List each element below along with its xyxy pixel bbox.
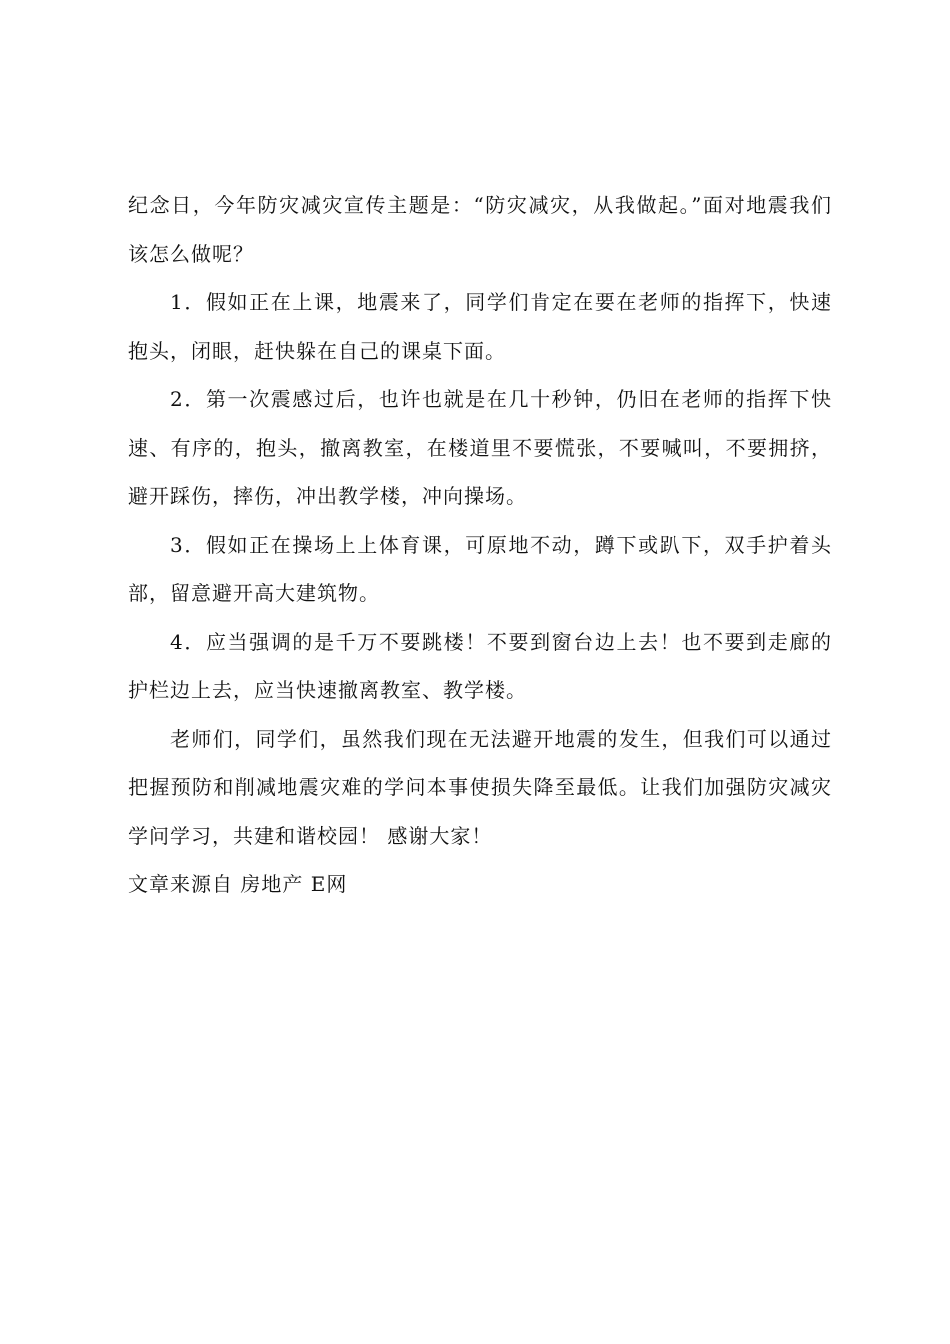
source-line: 文章来源自 房地产 E网 — [128, 872, 348, 896]
paragraph-item-1: 1．假如正在上课，地震来了，同学们肯定在要在老师的指挥下，快速抱头，闭眼，赶快躲在自己的课桌下面。 — [128, 290, 832, 363]
document-body — [128, 181, 832, 909]
paragraph-intro: 纪念日，今年防灾减灾宣传主题是：“防灾减灾，从我做起。”面对地震我们该怎么做呢？ — [128, 193, 832, 266]
paragraph-closing: 老师们，同学们，虽然我们现在无法避开地震的发生，但我们可以通过把握预防和削减地震灾难的学问本事使损失降至最低。让我们加强防灾减灾学问学习，共建和谐校园！ 感谢大家！ — [128, 726, 832, 848]
paragraph-item-3: 3．假如正在操场上上体育课，可原地不动，蹲下或趴下，双手护着头部，留意避开高大建筑物。 — [128, 532, 832, 605]
paragraph-item-4: 4．应当强调的是千万不要跳楼！不要到窗台边上去！也不要到走廊的护栏边上去，应当快速撤离教室、教学楼。 — [128, 629, 832, 702]
paragraph-item-2: 2．第一次震感过后，也许也就是在几十秒钟，仍旧在老师的指挥下快速、有序的，抱头，撤离教室，在楼道里不要慌张，不要喊叫，不要拥挤，避开踩伤，摔伤，冲出教学楼，冲向操场。 — [128, 387, 832, 508]
